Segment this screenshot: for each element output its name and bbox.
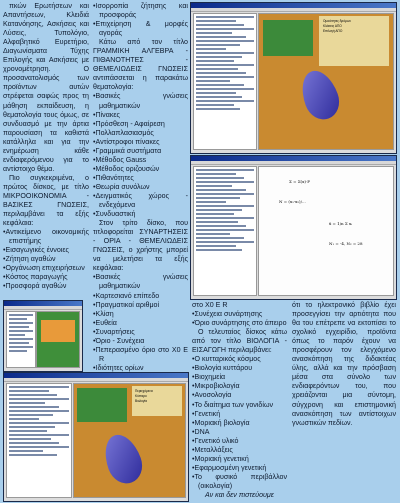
tree-panel xyxy=(193,166,257,296)
list-item: • Μοριακή βιολογία xyxy=(192,419,287,428)
list-item: • Ο κυτταρικός κόσμος xyxy=(192,355,287,364)
leaf-logo-icon xyxy=(295,66,344,125)
tree-panel xyxy=(6,383,72,498)
list-item: • Μεταλλάξεις xyxy=(192,446,287,455)
side-panel: Περιεχόμενα Κύτταρο Βιολογία xyxy=(132,386,182,416)
list-item: • Δειγματικός χώρος - ενδεχόμενα xyxy=(93,192,188,210)
list-item: • Γραμμικά συστήματα xyxy=(93,147,188,156)
formula-line: N = (x₁-x₂)/... xyxy=(279,199,306,204)
chart-image xyxy=(41,320,75,342)
screenshot-economics xyxy=(190,2,397,154)
list-item: • Κόστος παραγωγής xyxy=(3,273,89,282)
list-item: • Όριο - Συνέχεια xyxy=(93,337,188,346)
paragraph: Αν και δεν πιστεύουμε xyxy=(205,490,274,499)
side-panel: Ομοιότητες δρόμων Κλάσεις ΑΠΟ Επιλογή ΑΠΟ xyxy=(319,16,389,66)
list-item: • Πιθανότητες xyxy=(93,174,188,183)
list-item: • Βασικές γνώσεις μαθηματικών xyxy=(93,92,188,110)
chart-image xyxy=(77,388,127,422)
list-item: • Ζήτηση αγαθών xyxy=(3,255,89,264)
content-pane xyxy=(36,311,80,368)
paragraph: Κάτω από τον τίτλο ΓΡΑΜΜΙΚΗ ΑΛΓΕΒΡΑ - ΠΙΘΑΝΟΤΗΤΕΣ - ΘΕΜΕΛΙΩΔΕΙΣ ΓΝΩΣΕΙΣ αντιπάσσεται η παρακάτω θεματολογία: xyxy=(93,38,188,92)
list-item: • Γενετικό υλικό xyxy=(192,437,287,446)
list-item: • Θεωρία συνόλων xyxy=(93,183,188,192)
formula-pane xyxy=(258,166,394,296)
screenshot-functions xyxy=(3,300,83,372)
tree-panel xyxy=(193,13,257,150)
list-item: • Ευθεία xyxy=(93,319,188,328)
list-item: • Το φυσικό περιβάλλον (οικολογία) xyxy=(192,473,287,491)
paragraph: ότι το ηλεκτρονικό βιβλίο έχει προσεγγίσει την αρτιότητα που θα του επέτρεπε να εκτοπίσει το σχολικό εγχειρίδιο, προϊόντα όπως το παρόν έχουν να προσφέρουν τον ελεγχόμενο ανασκόπηση της διδακτέας ύλης, αλλά και την πρόσβαση μέσα στα σύνολο των ενδιαφερόντων του, που χρειάζονται μια σύντομη, σύγχρονη και επιστημονική ανασκόπηση των αντίστοιχων γνωστικών πεδίων. xyxy=(292,301,396,427)
text-column-2 xyxy=(93,2,188,382)
list-item: • Γενετική xyxy=(192,410,287,419)
list-item: • Εισαγωγικές έννοιες xyxy=(3,246,89,255)
list-item: • Βιοχημεία xyxy=(192,373,287,382)
text-column-4 xyxy=(292,301,396,428)
list-item: • Συναρτήσεις xyxy=(93,328,188,337)
text-column-1 xyxy=(3,2,89,292)
formula-line: x̄ = 1/n Σ xᵢ xyxy=(329,221,353,226)
tree-panel xyxy=(6,311,36,368)
content-pane xyxy=(258,13,394,150)
window-menubar xyxy=(4,378,188,382)
list-item: • Οργάνωση επιχειρήσεων xyxy=(3,264,89,273)
list-item: • Επιχείρηση & μορφές αγοράς xyxy=(93,20,188,38)
text-column-3 xyxy=(192,301,287,500)
list-item: • Πεπερασμένο όριο στο Χ0 Ε R xyxy=(93,346,188,364)
screenshot-biology xyxy=(3,372,189,502)
list-item: • Κλίση xyxy=(93,310,188,319)
leaf-logo-icon xyxy=(98,430,147,489)
list-item: • Όριο συνάρτησης στο άπειρο xyxy=(192,319,287,328)
list-item: • Πολλαπλασιασμός xyxy=(93,129,188,138)
list-item: • Μικροβιολογία xyxy=(192,382,287,391)
list-item: • DNA xyxy=(192,428,287,437)
list-item: • Το διαίτημα των γονιδίων xyxy=(192,401,287,410)
window-menubar xyxy=(191,161,396,165)
list-item: • Καρτεσιανό επίπεδο xyxy=(93,292,188,301)
list-item: • Πρόσθεση - Αφαίρεση xyxy=(93,120,188,129)
chart-image xyxy=(263,20,313,56)
list-item: • Ισορροπία ζήτησης και προσφοράς xyxy=(93,2,188,20)
formula-line: N₁ = -4, N₂ = 28 xyxy=(329,241,363,246)
paragraph: πκών Ερωτήσεων και Απαντήσεων, Κλειδιά Κατανόησης, Ασκήσεις και Λύσεις, Τυπολόγιο, Αλφαβητικό Ευρετήριο, Διαγωνίσματα Τύχης Επιλογής και Ασκήσεις με χρονομέτρηση. Ο προσανατολισμός των προϊόντων αυτών στρέφεται σαφώς προς τη μάθηση εκπαίδευση, η θεματολογία τους όμως, σε συνδυασμό με την άρτια παρουσίαση τα καθιστά κατάλληλα και για την ενημέρωση κάθε ενδιαφερόμενου για το αντίστοιχο θέμα. xyxy=(3,2,89,173)
content-pane xyxy=(73,383,186,498)
list-item: • Πίνακες xyxy=(93,111,188,120)
list-item: • Βιολογία κυττάρου xyxy=(192,364,287,373)
paragraph: στο Χ0 Ε R xyxy=(192,301,228,309)
window-menubar xyxy=(191,8,396,12)
paragraph: Στον τρίτο δίσκο, που τιτλοφορείται ΣΥΝΑΡΤΗΣΕΙΣ - ΟΡΙΑ - ΘΕΜΕΛΙΩΔΕΙΣ ΓΝΩΣΕΙΣ, ο χρήστης μπορεί να μελετήσει τα εξής κεφάλαια: xyxy=(93,219,188,273)
list-item: • Ιδιότητες ορίων xyxy=(93,364,188,373)
list-item: • Ανοσολογία xyxy=(192,391,287,400)
screenshot-algebra xyxy=(190,155,397,300)
list-item: • Συνέχεια συνάρτησης xyxy=(192,310,287,319)
paragraph: Ο τελευταίος δίσκος κάτω από τον τίτλο ΒΙΟΛΟΓΙΑ - ΕΙΣΑΓΩΓΗ περιλαμβάνει: xyxy=(192,328,287,355)
window-menubar xyxy=(4,306,82,310)
list-item: • Βασικές γνώσεις μαθηματικών xyxy=(93,273,188,291)
list-item: • Μέθοδος Gauss xyxy=(93,156,188,165)
list-item: • Συνδυαστική xyxy=(93,210,188,219)
list-item: • Μέθοδος οριζουσών xyxy=(93,165,188,174)
list-item: • Εφαρμοσμένη γενετική xyxy=(192,464,287,473)
list-item: • Μοριακή γενετική xyxy=(192,455,287,464)
list-item: • Προσφορά αγαθών xyxy=(3,282,89,291)
paragraph: Πιο συγκεκριμένα, ο πρώτος δίσκος, με τίτλο ΜΙΚΡΟΟΙΚΟΝΟΜΙΑ - ΒΑΣΙΚΕΣ ΓΝΩΣΕΙΣ, περιλαμβάνει τα εξής κεφάλαια: xyxy=(3,173,89,228)
formula-line: Σ = Σ(x)·P xyxy=(289,179,310,184)
list-item: • Αντίστροφοι πίνακες xyxy=(93,138,188,147)
list-item: • Αντικείμενο οικονομικής επιστήμης xyxy=(3,228,89,246)
list-item: • Πραγματικοί αριθμοί xyxy=(93,301,188,310)
